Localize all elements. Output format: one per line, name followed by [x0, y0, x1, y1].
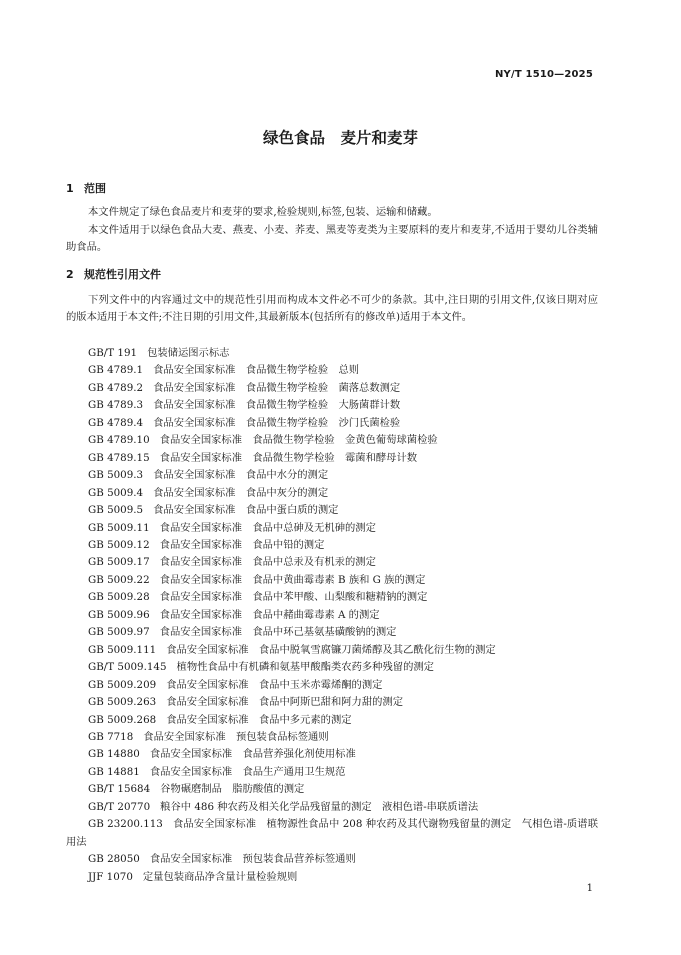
- reference-title: 食品安全国家标准 食品中蛋白质的测定: [153, 504, 339, 517]
- reference-title: 食品安全国家标准 食品中环己基氨基磺酸钠的测定: [159, 626, 397, 639]
- reference-code: GB 5009.28: [88, 591, 150, 604]
- reference-title: 食品安全国家标准 食品微生物学检验 总则: [153, 364, 360, 377]
- reference-item: [66, 799, 598, 816]
- reference-title: 食品安全国家标准 食品中灰分的测定: [153, 486, 329, 499]
- section-number: 1: [66, 182, 74, 195]
- reference-title: 食品安全国家标准 食品中赭曲霉毒素 A 的测定: [159, 608, 380, 621]
- reference-title: 食品安全国家标准 食品微生物学检验 沙门氏菌检验: [153, 416, 401, 429]
- reference-code: GB/T 5009.145: [88, 661, 167, 674]
- reference-code: GB 5009.17: [88, 556, 150, 569]
- reference-title: 食品安全国家标准 食品微生物学检验 大肠菌群计数: [153, 399, 401, 412]
- reference-title: 食品安全国家标准 植物源性食品中 208 种农药及其代谢物残留量的测定 气相色谱-质谱联用法: [66, 818, 598, 848]
- section-title: 范围: [84, 182, 106, 195]
- reference-item: [66, 502, 598, 519]
- reference-code: GB 14881: [88, 765, 140, 778]
- standard-code: NY/T 1510—2025: [494, 69, 593, 80]
- reference-item: [66, 781, 598, 798]
- reference-title: 食品安全国家标准 食品中脱氧雪腐镰刀菌烯醇及其乙酰化衍生物的测定: [166, 643, 496, 656]
- reference-code: GB 14880: [88, 748, 140, 761]
- reference-item: [66, 607, 598, 624]
- section-heading-scope: [66, 180, 106, 196]
- reference-title: 食品安全国家标准 预包装食品营养标签通则: [149, 853, 356, 866]
- reference-item: [66, 589, 598, 606]
- reference-title: 食品安全国家标准 食品中水分的测定: [153, 469, 329, 482]
- scope-paragraph-2: 本文件适用于以绿色食品大麦、燕麦、小麦、荞麦、黑麦等麦类为主要原料的麦片和麦芽,不适用于婴幼儿谷类辅助食品。: [66, 224, 598, 254]
- scope-paragraph-1: 本文件规定了绿色食品麦片和麦芽的要求,检验规则,标签,包装、运输和储藏。: [88, 206, 438, 218]
- reference-title: 食品安全国家标准 食品中多元素的测定: [166, 713, 352, 726]
- reference-item: [66, 397, 598, 414]
- reference-code: GB 4789.4: [88, 416, 144, 429]
- reference-code: GB/T 20770: [88, 800, 151, 813]
- reference-title: 食品安全国家标准 食品中玉米赤霉烯酮的测定: [166, 678, 383, 691]
- reference-item: [66, 537, 598, 554]
- reference-title: 食品安全国家标准 食品中阿斯巴甜和阿力甜的测定: [166, 696, 404, 709]
- reference-item: [66, 467, 598, 484]
- reference-title: 食品安全国家标准 食品微生物学检验 金黄色葡萄球菌检验: [159, 434, 438, 447]
- reference-item: [66, 362, 598, 379]
- reference-code: GB 4789.1: [88, 364, 144, 377]
- reference-code: GB 5009.111: [88, 643, 157, 656]
- reference-code: GB/T 15684: [88, 783, 151, 796]
- reference-item: [66, 764, 598, 781]
- reference-code: JJF 1070: [88, 870, 133, 883]
- reference-item: [66, 869, 598, 886]
- reference-code: GB 4789.2: [88, 381, 144, 394]
- reference-title: 谷物碾磨制品 脂肪酸值的测定: [160, 783, 305, 796]
- reference-item: [66, 816, 598, 851]
- reference-title: 食品安全国家标准 食品生产通用卫生规范: [149, 765, 346, 778]
- reference-title: 植物性食品中有机磷和氨基甲酸酯类农药多种残留的测定: [176, 661, 434, 674]
- reference-item: [66, 380, 598, 397]
- reference-code: GB 5009.96: [88, 608, 150, 621]
- section-number: 2: [66, 268, 74, 281]
- reference-code: GB 23200.113: [88, 818, 163, 831]
- reference-title: 定量包装商品净含量计量检验规则: [142, 870, 298, 883]
- reference-title: 食品安全国家标准 食品中铅的测定: [159, 538, 325, 551]
- section-title: 规范性引用文件: [84, 268, 161, 281]
- reference-code: GB/T 191: [88, 347, 138, 359]
- references-intro: 下列文件中的内容通过文中的规范性引用而构成本文件必不可少的条款。其中,注日期的引用文件,仅该日期对应的版本适用于本文件;不注日期的引用文件,其最新版本(包括所有的修改单)适用于本文件。: [66, 294, 598, 324]
- reference-title: 食品安全国家标准 预包装食品标签通则: [143, 730, 329, 743]
- reference-item: [66, 572, 598, 589]
- reference-code: GB 5009.12: [88, 538, 150, 551]
- reference-item: [66, 554, 598, 571]
- reference-item: [66, 345, 598, 362]
- reference-code: GB 5009.263: [88, 696, 157, 709]
- reference-item: [66, 520, 598, 537]
- reference-title: 食品安全国家标准 食品营养强化剂使用标准: [149, 748, 356, 761]
- reference-code: GB 5009.268: [88, 713, 157, 726]
- reference-title: 包装储运图示标志: [147, 347, 230, 359]
- reference-item: [66, 729, 598, 746]
- reference-item: [66, 677, 598, 694]
- reference-title: 食品安全国家标准 食品中总汞及有机汞的测定: [159, 556, 376, 569]
- reference-code: GB 5009.4: [88, 486, 144, 499]
- reference-title: 食品安全国家标准 食品中苯甲酸、山梨酸和糖精钠的测定: [159, 591, 428, 604]
- reference-code: GB 5009.5: [88, 504, 144, 517]
- reference-code: GB 5009.97: [88, 626, 150, 639]
- page-number: 1: [586, 883, 593, 894]
- reference-item: [66, 624, 598, 641]
- reference-title: 食品安全国家标准 食品中黄曲霉毒素 B 族和 G 族的测定: [159, 573, 426, 586]
- reference-code: GB 5009.22: [88, 573, 150, 586]
- reference-code: GB 4789.3: [88, 399, 144, 412]
- reference-code: GB 28050: [88, 853, 140, 866]
- reference-item: [66, 712, 598, 729]
- document-title: 绿色食品 麦片和麦芽: [262, 129, 418, 147]
- reference-item: [66, 851, 598, 868]
- reference-code: GB 4789.15: [88, 451, 150, 464]
- reference-item: [66, 746, 598, 763]
- reference-title: 食品安全国家标准 食品微生物学检验 菌落总数测定: [153, 381, 401, 394]
- reference-item: [66, 485, 598, 502]
- reference-item: [66, 450, 598, 467]
- reference-code: GB 5009.3: [88, 469, 144, 482]
- reference-item: [66, 415, 598, 432]
- reference-code: GB 5009.11: [88, 521, 150, 534]
- reference-list: [66, 345, 598, 886]
- reference-title: 食品安全国家标准 食品中总砷及无机砷的测定: [159, 521, 376, 534]
- reference-item: [66, 694, 598, 711]
- reference-code: GB 5009.209: [88, 678, 157, 691]
- reference-code: GB 4789.10: [88, 434, 150, 447]
- reference-code: GB 7718: [88, 730, 134, 743]
- reference-item: [66, 659, 598, 676]
- section-heading-normative-references: [66, 266, 161, 282]
- reference-item: [66, 642, 598, 659]
- reference-title: 粮谷中 486 种农药及相关化学品残留量的测定 液相色谱-串联质谱法: [160, 800, 479, 813]
- reference-item: [66, 432, 598, 449]
- reference-title: 食品安全国家标准 食品微生物学检验 霉菌和酵母计数: [159, 451, 418, 464]
